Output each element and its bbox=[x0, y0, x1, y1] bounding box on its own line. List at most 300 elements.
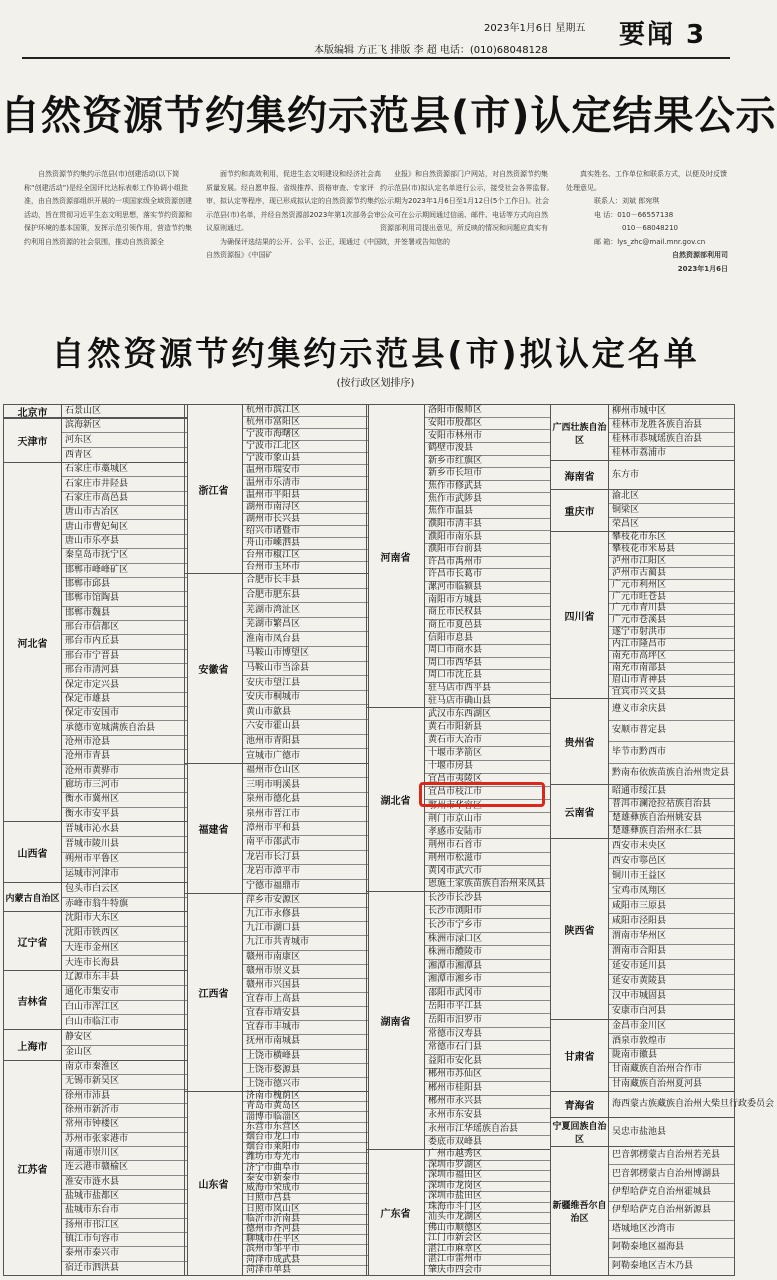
county-entry: 广元市旺苍县 bbox=[609, 591, 734, 603]
county-entry: 镇江市句容市 bbox=[62, 1232, 187, 1246]
province-group bbox=[3, 882, 188, 912]
county-entry: 常德市汉寿县 bbox=[425, 1027, 550, 1041]
county-entry: 南充市高坪区 bbox=[609, 650, 734, 662]
county-entry: 濮阳市台前县 bbox=[425, 543, 550, 556]
county-entry: 河东区 bbox=[62, 432, 187, 447]
county-entry: 淮安市涟水县 bbox=[62, 1175, 187, 1189]
county-entry: 马鞍山市当涂县 bbox=[243, 661, 368, 676]
county-entry: 滨海新区 bbox=[65, 419, 102, 430]
county-entry: 内江市隆昌市 bbox=[609, 638, 734, 650]
county-entry: 大连市金州区 bbox=[62, 941, 187, 956]
county-entry: 淮南市凤台县 bbox=[243, 631, 368, 646]
county-entry: 肇庆市四会市 bbox=[425, 1265, 550, 1276]
county-entry: 鄂州市华容区 bbox=[425, 799, 550, 812]
county-entry: 舟山市嵊泗县 bbox=[243, 537, 368, 549]
county-entry: 周口市沈丘县 bbox=[425, 669, 550, 682]
county-entry: 巴音郭楞蒙古自治州若羌县 bbox=[612, 1150, 721, 1161]
county-entry: 盐城市东台市 bbox=[62, 1203, 187, 1217]
county-entry: 深圳市福田区 bbox=[425, 1170, 550, 1181]
county-entry: 淄博市临淄区 bbox=[243, 1111, 368, 1121]
county-entry: 孝感市安陆市 bbox=[425, 825, 550, 838]
province-name: 江西省 bbox=[185, 894, 243, 1091]
article-paragraph: 面节约和高效利用，促进生态文明建设和经济社会高质量发展。经自愿申报、省级推荐、资格审查、专家评审，拟认定等程序，现已形成拟认定的自然资源节约集约示范县(市)名单，并经自然资源部2023年第1次部务会审议原则通过。 bbox=[206, 170, 381, 232]
county-entry: 黄石市阳新县 bbox=[425, 720, 550, 733]
county-entry: 延安市黄陵县 bbox=[609, 974, 734, 989]
county-entry: 咸阳市泾阳县 bbox=[609, 913, 734, 928]
county-entry: 宝鸡市凤翔区 bbox=[609, 883, 734, 898]
county-entry: 铜川市王益区 bbox=[609, 868, 734, 883]
county-entry: 上饶市婺源县 bbox=[243, 1063, 368, 1077]
county-entry: 连云港市赣榆区 bbox=[62, 1160, 187, 1174]
county-entry: 抚州市南城县 bbox=[243, 1034, 368, 1048]
county-entry: 攀枝花市东区 bbox=[612, 531, 667, 542]
county-entry: 荆州市松滋市 bbox=[425, 852, 550, 865]
county-entry: 广元市苍溪县 bbox=[609, 614, 734, 626]
county-entry: 荆门市京山市 bbox=[425, 812, 550, 825]
province-group bbox=[184, 893, 369, 1092]
county-entry: 烟台市龙口市 bbox=[243, 1132, 368, 1142]
province-group bbox=[550, 489, 735, 532]
county-entry: 沈阳市大东区 bbox=[65, 913, 120, 924]
county-entry: 湘潭市湘潭县 bbox=[425, 959, 550, 973]
article-paragraph: 010－68048210 bbox=[594, 224, 678, 232]
county-entry: 芜湖市湾沚区 bbox=[243, 602, 368, 617]
county-entry: 长沙市长沙县 bbox=[428, 892, 483, 903]
county-entry: 荣昌区 bbox=[609, 517, 734, 531]
county-entry: 日照市岚山区 bbox=[243, 1203, 368, 1213]
province-group bbox=[184, 573, 369, 764]
province-group bbox=[366, 404, 551, 708]
county-entry: 深圳市龙岗区 bbox=[425, 1181, 550, 1192]
county-entry: 长沙市宁乡市 bbox=[425, 918, 550, 932]
county-entry: 湘潭市湘乡市 bbox=[425, 972, 550, 986]
county-entry: 温州市瑞安市 bbox=[243, 464, 368, 476]
county-entry: 汉中市城固县 bbox=[609, 989, 734, 1004]
county-entry: 东营市东营区 bbox=[243, 1122, 368, 1132]
county-entry: 佛山市顺德区 bbox=[425, 1223, 550, 1234]
county-entry: 阿勒泰地区福海县 bbox=[609, 1238, 734, 1256]
province-group bbox=[3, 911, 188, 971]
county-entry: 焦作市武陟县 bbox=[425, 492, 550, 505]
county-entry: 运城市河津市 bbox=[62, 867, 187, 882]
county-entry: 新乡市长垣市 bbox=[425, 467, 550, 480]
county-entry: 黔南布依族苗族自治州贵定县 bbox=[609, 763, 734, 785]
county-entry: 邯郸市峰峰矿区 bbox=[62, 563, 187, 577]
county-entry: 聊城市茌平区 bbox=[243, 1234, 368, 1244]
province-group bbox=[550, 531, 735, 699]
county-entry: 阿勒泰地区吉木乃县 bbox=[609, 1257, 734, 1275]
county-entry: 毕节市黔西市 bbox=[609, 741, 734, 763]
county-entry: 朔州市平鲁区 bbox=[62, 852, 187, 867]
county-entry: 南平市邵武市 bbox=[243, 835, 368, 849]
province-group bbox=[3, 462, 188, 822]
county-entry: 衡水市安平县 bbox=[62, 807, 187, 821]
county-entry: 唐山市曹妃甸区 bbox=[62, 519, 187, 533]
county-entry: 保定市定兴县 bbox=[62, 677, 187, 691]
county-entry: 泸州市江阳区 bbox=[609, 555, 734, 567]
county-entry: 黄冈市武穴市 bbox=[425, 865, 550, 878]
county-entry: 赣州市兴国县 bbox=[243, 978, 368, 992]
county-entry: 信阳市息县 bbox=[425, 631, 550, 644]
county-entry: 青岛市黄岛区 bbox=[243, 1101, 368, 1111]
province-group bbox=[366, 891, 551, 1150]
article-column bbox=[206, 168, 382, 263]
province-name: 新疆维吾尔自治区 bbox=[551, 1147, 609, 1275]
article-paragraph: 邮 箱：lys_zhc@mail.mnr.gov.cn bbox=[594, 237, 706, 246]
county-entry: 攀枝花市米易县 bbox=[609, 543, 734, 555]
province-name: 云南省 bbox=[551, 785, 609, 838]
county-entry: 上饶市德兴市 bbox=[243, 1077, 368, 1091]
county-entry: 菏泽市单县 bbox=[243, 1265, 368, 1275]
county-entry: 九江市永修县 bbox=[243, 907, 368, 921]
county-entry: 娄底市双峰县 bbox=[425, 1135, 550, 1149]
county-entry: 宜昌市枝江市 bbox=[425, 786, 550, 799]
province-group bbox=[184, 763, 369, 894]
province-name: 宁夏回族自治区 bbox=[551, 1118, 609, 1146]
county-entry: 延安市延川县 bbox=[609, 959, 734, 974]
county-entry: 甘南藏族自治州合作市 bbox=[609, 1062, 734, 1076]
province-name: 甘肃省 bbox=[551, 1020, 609, 1091]
county-entry: 汕头市龙湖区 bbox=[425, 1212, 550, 1223]
province-group bbox=[550, 460, 735, 490]
province-group bbox=[550, 1146, 735, 1276]
county-entry: 安阳市殷都区 bbox=[425, 417, 550, 430]
province-name: 吉林省 bbox=[4, 971, 62, 1029]
county-entry: 白山市浑江区 bbox=[62, 1000, 187, 1015]
province-name: 北京市 bbox=[4, 405, 62, 418]
article-paragraph: 联系人：刘斌 郎宛琪 bbox=[594, 197, 660, 205]
issue-date: 2023年1月6日 星期五 bbox=[484, 23, 586, 34]
county-entry: 新乡市红旗区 bbox=[425, 455, 550, 468]
article-paragraph: 自然资源节约集约示范县(市)创建活动(以下简称“创建活动”)是经全国评比达标表彰工作协调小组批准，由自然资源部组织开展的一项国家级全域资源创建活动，旨在贯彻习近平生态文明思想，落实节约资源和保护环境的基本国策，发挥示范引领作用，营造节约集约利用自然资源的社会氛围，推动自然资源全 bbox=[24, 170, 192, 246]
county-entry: 徐州市沛县 bbox=[62, 1089, 187, 1103]
county-entry: 巴音郭楞蒙古自治州博湖县 bbox=[609, 1164, 734, 1182]
county-entry: 沧州市黄骅市 bbox=[62, 764, 187, 778]
county-entry: 保定市安国市 bbox=[62, 706, 187, 720]
county-entry: 九江市湖口县 bbox=[243, 921, 368, 935]
county-entry: 铜梁区 bbox=[609, 503, 734, 517]
county-entry: 许昌市禹州市 bbox=[425, 556, 550, 569]
county-entry: 泉州市德化县 bbox=[243, 792, 368, 806]
province-group bbox=[184, 1091, 369, 1276]
province-name: 河北省 bbox=[4, 463, 62, 821]
county-entry: 桂林市恭城瑶族自治县 bbox=[609, 432, 734, 446]
county-entry: 晋城市陵川县 bbox=[62, 836, 187, 851]
county-entry: 周口市西华县 bbox=[425, 657, 550, 670]
county-entry: 岳阳市平江县 bbox=[425, 1000, 550, 1014]
article-paragraph: 真实姓名、工作单位和联系方式，以便及时反馈处理意见。 bbox=[566, 170, 727, 192]
county-entry: 柳州市城中区 bbox=[612, 406, 667, 416]
county-entry: 黄石市大冶市 bbox=[425, 733, 550, 746]
article-paragraph: 2023年1月6日 bbox=[677, 264, 728, 273]
county-entry: 台州市玉环市 bbox=[243, 561, 368, 573]
county-entry: 三明市明溪县 bbox=[243, 777, 368, 791]
county-entry: 沧州市青县 bbox=[62, 749, 187, 763]
county-entry: 石家庄市高邑县 bbox=[62, 491, 187, 505]
editor-credits: 本版编辑 方正飞 排版 李 超 电话：(010)68048128 bbox=[314, 45, 548, 56]
province-group bbox=[366, 1149, 551, 1276]
county-entry: 西青区 bbox=[62, 447, 187, 462]
county-entry: 洛阳市偃师区 bbox=[428, 405, 483, 416]
county-entry: 郴州市桂阳县 bbox=[425, 1081, 550, 1095]
county-entry: 邯郸市邱县 bbox=[62, 577, 187, 591]
county-entry: 龙岩市长汀县 bbox=[243, 850, 368, 864]
county-entry: 株洲市渌口区 bbox=[425, 932, 550, 946]
county-entry: 金山区 bbox=[62, 1045, 187, 1061]
article-column bbox=[24, 168, 192, 249]
county-entry: 宜宾市兴文县 bbox=[609, 686, 734, 698]
county-entry: 德州市齐河县 bbox=[243, 1224, 368, 1234]
province-name: 陕西省 bbox=[551, 839, 609, 1019]
county-entry: 大连市长海县 bbox=[62, 955, 187, 970]
county-entry: 湛江市雷州市 bbox=[425, 1254, 550, 1265]
county-entry: 廊坊市三河市 bbox=[62, 778, 187, 792]
county-entry: 常德市石门县 bbox=[425, 1040, 550, 1054]
county-entry: 承德市宽城满族自治县 bbox=[62, 720, 187, 734]
province-name: 四川省 bbox=[551, 532, 609, 698]
county-entry: 郴州市永兴县 bbox=[425, 1095, 550, 1109]
county-entry: 金昌市金川区 bbox=[612, 1021, 667, 1032]
county-entry: 株洲市醴陵市 bbox=[425, 945, 550, 959]
county-entry: 鹤壁市浚县 bbox=[425, 442, 550, 455]
article-column bbox=[380, 168, 554, 249]
county-entry: 烟台市莱阳市 bbox=[243, 1142, 368, 1152]
county-entry: 邢台市清河县 bbox=[62, 663, 187, 677]
county-entry: 荆州市石首市 bbox=[425, 838, 550, 851]
province-group bbox=[184, 404, 369, 574]
county-entry: 普洱市澜沧拉祜族自治县 bbox=[609, 798, 734, 812]
county-entry: 温州市平阳县 bbox=[243, 489, 368, 501]
county-entry: 岳阳市汨罗市 bbox=[425, 1013, 550, 1027]
county-entry: 衡水市冀州区 bbox=[62, 792, 187, 806]
county-entry: 菏泽市成武县 bbox=[243, 1255, 368, 1265]
county-entry: 濮阳市南乐县 bbox=[425, 530, 550, 543]
county-entry: 江门市新会区 bbox=[425, 1233, 550, 1244]
county-entry: 永州市东安县 bbox=[425, 1108, 550, 1122]
county-entry: 宁德市福鼎市 bbox=[243, 879, 368, 893]
county-entry: 宜春市靖安县 bbox=[243, 1006, 368, 1020]
county-entry: 吴忠市盐池县 bbox=[612, 1126, 667, 1137]
county-entry: 辽源市东丰县 bbox=[65, 972, 120, 983]
province-name: 广东省 bbox=[367, 1150, 425, 1275]
province-name: 湖北省 bbox=[367, 708, 425, 891]
county-entry: 六安市霍山县 bbox=[243, 719, 368, 734]
county-entry: 宣城市广德市 bbox=[243, 748, 368, 763]
province-group bbox=[550, 1091, 775, 1118]
county-entry: 泰州市泰兴市 bbox=[62, 1246, 187, 1260]
province-name: 浙江省 bbox=[185, 405, 243, 573]
county-entry: 昭通市绥江县 bbox=[612, 785, 667, 796]
province-group bbox=[3, 417, 188, 463]
province-name: 湖南省 bbox=[367, 892, 425, 1149]
province-name: 天津市 bbox=[4, 418, 62, 462]
county-entry: 石景山区 bbox=[65, 406, 102, 416]
county-entry: 无锡市新吴区 bbox=[62, 1074, 187, 1088]
county-entry: 楚雄彝族自治州姚安县 bbox=[609, 811, 734, 825]
county-entry: 宁波市江北区 bbox=[243, 440, 368, 452]
article-paragraph: 自然资源部利用司 bbox=[672, 251, 728, 259]
province-name: 上海市 bbox=[4, 1030, 62, 1060]
article-paragraph: 为确保评选结果的公开、公平、公正，现通过《中国自然资源报》《中国矿 bbox=[206, 237, 381, 259]
county-entry: 邢台市内丘县 bbox=[62, 634, 187, 648]
province-group bbox=[550, 698, 735, 785]
county-entry: 深圳市罗湖区 bbox=[425, 1160, 550, 1171]
county-entry: 包头市白云区 bbox=[65, 884, 120, 895]
county-entry: 赣州市崇义县 bbox=[243, 964, 368, 978]
county-entry: 遵义市余庆县 bbox=[612, 703, 667, 714]
province-group bbox=[550, 1117, 735, 1147]
county-entry: 石家庄市井陉县 bbox=[62, 476, 187, 490]
list-note: (按行政区划排序) bbox=[336, 378, 415, 389]
province-group bbox=[3, 970, 188, 1030]
county-entry: 遂宁市射洪市 bbox=[609, 626, 734, 638]
county-entry: 广元市利州区 bbox=[609, 579, 734, 591]
county-entry: 九江市共青城市 bbox=[243, 935, 368, 949]
county-entry: 南京市秦淮区 bbox=[65, 1062, 120, 1073]
county-entry: 珠海市斗门区 bbox=[425, 1202, 550, 1213]
county-entry: 日照市莒县 bbox=[243, 1193, 368, 1203]
county-entry: 焦作市温县 bbox=[425, 505, 550, 518]
county-entry: 邵阳市武冈市 bbox=[425, 986, 550, 1000]
county-entry: 南阳市方城县 bbox=[425, 593, 550, 606]
county-entry: 杭州市滨江区 bbox=[246, 405, 301, 416]
county-entry: 芜湖市繁昌区 bbox=[243, 617, 368, 632]
county-entry: 宁波市海曙区 bbox=[243, 428, 368, 440]
county-entry: 苏州市张家港市 bbox=[62, 1132, 187, 1146]
county-entry: 安康市白河县 bbox=[609, 1004, 734, 1019]
county-entry: 静安区 bbox=[65, 1031, 93, 1042]
county-entry: 白山市临江市 bbox=[62, 1014, 187, 1029]
county-entry: 东方市 bbox=[612, 469, 640, 480]
county-entry: 驻马店市西平县 bbox=[425, 682, 550, 695]
county-entry: 西安市鄠邑区 bbox=[609, 853, 734, 868]
county-entry: 台州市椒江区 bbox=[243, 549, 368, 561]
province-name: 海南省 bbox=[551, 461, 609, 489]
county-entry: 沈阳市铁西区 bbox=[62, 926, 187, 941]
county-entry: 龙岩市漳平市 bbox=[243, 864, 368, 878]
county-entry: 唐山市乐亭县 bbox=[62, 534, 187, 548]
county-entry: 焦作市修武县 bbox=[425, 480, 550, 493]
county-entry: 宜春市丰城市 bbox=[243, 1020, 368, 1034]
county-entry: 甘南藏族自治州夏河县 bbox=[609, 1077, 734, 1091]
county-entry: 十堰市茅箭区 bbox=[425, 746, 550, 759]
county-entry: 池州市青阳县 bbox=[243, 734, 368, 749]
section-label: 要闻 3 bbox=[619, 20, 707, 50]
county-entry: 广元市青川县 bbox=[609, 603, 734, 615]
county-entry: 武汉市东西湖区 bbox=[428, 708, 492, 719]
county-entry: 海西蒙古族藏族自治州大柴旦行政委员会 bbox=[612, 1099, 775, 1109]
county-entry: 永州市江华瑶族自治县 bbox=[425, 1122, 550, 1136]
county-entry: 桂林市龙胜各族自治县 bbox=[609, 418, 734, 432]
county-entry: 南充市南部县 bbox=[609, 662, 734, 674]
province-group bbox=[550, 404, 735, 461]
county-entry: 南通市崇川区 bbox=[62, 1146, 187, 1160]
county-entry: 邯郸市馆陶县 bbox=[62, 591, 187, 605]
county-entry: 西安市未央区 bbox=[612, 840, 667, 851]
county-entry: 保定市雄县 bbox=[62, 692, 187, 706]
province-name: 江苏省 bbox=[4, 1061, 62, 1275]
county-entry: 长沙市浏阳市 bbox=[425, 905, 550, 919]
county-entry: 上饶市横峰县 bbox=[243, 1049, 368, 1063]
province-name: 山西省 bbox=[4, 822, 62, 882]
county-entry: 济宁市曲阜市 bbox=[243, 1163, 368, 1173]
county-entry: 眉山市青神县 bbox=[609, 674, 734, 686]
county-entry: 商丘市夏邑县 bbox=[425, 619, 550, 632]
county-entry: 渭南市合阳县 bbox=[609, 944, 734, 959]
county-entry: 漯河市临颍县 bbox=[425, 581, 550, 594]
county-entry: 宜昌市夷陵区 bbox=[425, 773, 550, 786]
county-entry: 临沂市沂南县 bbox=[243, 1214, 368, 1224]
county-entry: 陇南市徽县 bbox=[609, 1048, 734, 1062]
county-entry: 邯郸市魏县 bbox=[62, 606, 187, 620]
county-entry: 宜春市上高县 bbox=[243, 992, 368, 1006]
county-entry: 泰安市新泰市 bbox=[243, 1173, 368, 1183]
province-group bbox=[3, 1029, 188, 1061]
county-entry: 十堰市房县 bbox=[425, 760, 550, 773]
province-name: 安徽省 bbox=[185, 574, 243, 763]
county-entry: 黄山市歙县 bbox=[243, 704, 368, 719]
county-entry: 杭州市富阳区 bbox=[243, 416, 368, 428]
county-entry: 赣州市南康区 bbox=[243, 950, 368, 964]
county-entry: 温州市乐清市 bbox=[243, 476, 368, 488]
county-entry: 赤峰市翁牛特旗 bbox=[62, 897, 187, 912]
county-entry: 滨州市邹平市 bbox=[243, 1244, 368, 1254]
county-entry: 秦皇岛市抚宁区 bbox=[62, 548, 187, 562]
county-entry: 商丘市民权县 bbox=[425, 606, 550, 619]
province-group bbox=[3, 821, 188, 883]
county-entry: 周口市商水县 bbox=[425, 644, 550, 657]
province-name: 重庆市 bbox=[551, 490, 609, 531]
county-entry: 安庆市桐城市 bbox=[243, 690, 368, 705]
list-title: 自然资源节约集约示范县(市)拟认定名单 bbox=[51, 334, 700, 373]
county-entry: 深圳市盐田区 bbox=[425, 1191, 550, 1202]
county-entry: 楚雄彝族自治州永仁县 bbox=[609, 825, 734, 839]
province-name: 福建省 bbox=[185, 764, 243, 893]
county-entry: 湖州市长兴县 bbox=[243, 513, 368, 525]
county-entry: 桂林市荔浦市 bbox=[609, 446, 734, 460]
county-entry: 咸阳市三原县 bbox=[609, 898, 734, 913]
province-group bbox=[550, 838, 735, 1020]
county-entry: 盐城市盐都区 bbox=[62, 1189, 187, 1203]
article-paragraph: 电 话：010－66557138 bbox=[594, 210, 674, 219]
county-entry: 驻马店市确山县 bbox=[425, 694, 550, 707]
county-entry: 通化市集安市 bbox=[62, 985, 187, 1000]
county-entry: 宁波市象山县 bbox=[243, 452, 368, 464]
article-paragraph: 业报》和自然资源部门户网站，对自然资源节约集约示范县(市)拟认定名单进行公示，接受社会各界监督。公示期为2023年1月6日至1月12日(5个工作日)。社会公众可在公示期间通过信函、邮件、电话等方式向自然资源部利用司提出意见，所反映的情况和问题应真实有效，并签署或告知您的 bbox=[380, 170, 554, 246]
province-name: 广西壮族自治区 bbox=[551, 405, 609, 460]
county-entry: 徐州市新沂市 bbox=[62, 1103, 187, 1117]
county-entry: 渝北区 bbox=[612, 491, 640, 501]
province-group bbox=[550, 1019, 735, 1092]
province-name: 青海省 bbox=[551, 1092, 609, 1117]
county-entry: 常州市钟楼区 bbox=[62, 1117, 187, 1131]
headline: 自然资源节约集约示范县(市)认定结果公示 bbox=[0, 93, 777, 139]
county-entry: 潍坊市寿光市 bbox=[243, 1152, 368, 1162]
province-name: 河南省 bbox=[367, 405, 425, 707]
county-entry: 湖州市南浔区 bbox=[243, 501, 368, 513]
province-name: 山东省 bbox=[185, 1092, 243, 1275]
county-entry: 萍乡市安源区 bbox=[246, 895, 301, 906]
county-entry: 安庆市望江县 bbox=[243, 675, 368, 690]
province-group bbox=[3, 1060, 188, 1276]
county-entry: 广州市越秀区 bbox=[428, 1149, 483, 1160]
county-entry: 沧州市沧县 bbox=[62, 735, 187, 749]
county-entry: 福州市仓山区 bbox=[246, 765, 301, 776]
county-entry: 塔城地区沙湾市 bbox=[609, 1220, 734, 1238]
county-entry: 泉州市晋江市 bbox=[243, 806, 368, 820]
county-entry: 伊犁哈萨克自治州新源县 bbox=[609, 1201, 734, 1219]
county-entry: 益阳市安化县 bbox=[425, 1054, 550, 1068]
